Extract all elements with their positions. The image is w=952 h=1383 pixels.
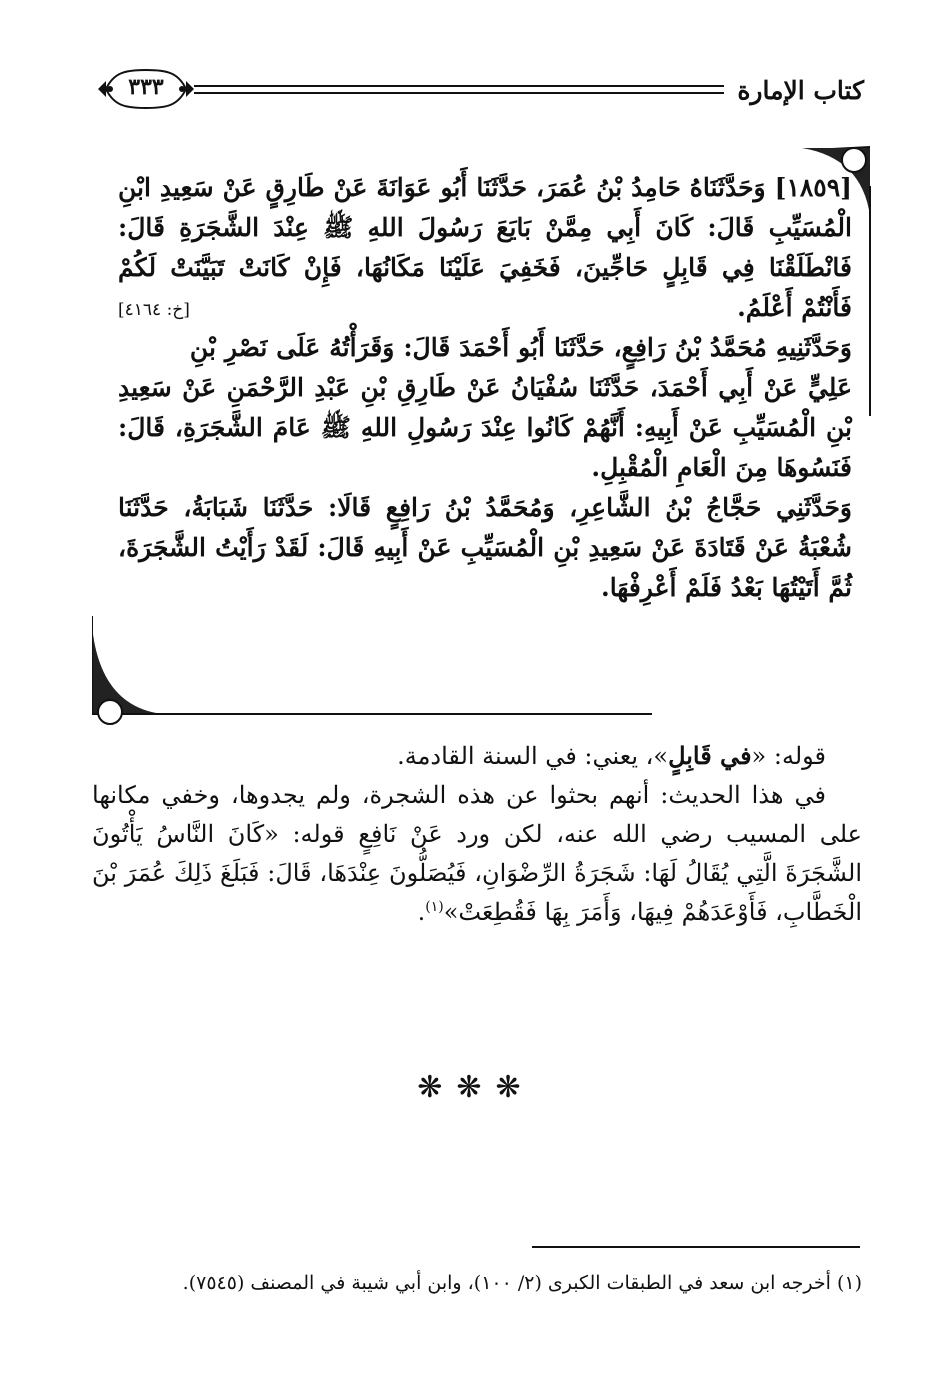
hadith-chain-2: وَحَدَّثَنِيهِ مُحَمَّدُ بْنُ رَافِعٍ، حَدَّثَنَا أَبُو أَحْمَدَ قَالَ: وَقَرَأْتُهُ عَلَى نَصْرِ بْنِ عَلِيٍّ عَنْ أَبِي أَحْمَدَ، حَدَّثَنَا سُفْيَانُ عَنْ طَارِقِ بْنِ عَبْدِ الرَّحْمَنِ عَنْ سَعِيدِ بْنِ الْمُسَيِّبِ عَنْ أَبِيهِ: أَنَّهُمْ كَانُوا عِنْدَ رَسُولِ اللهِ ﷺ عَامَ الشَّجَرَةِ، قَالَ: فَنَسُوهَا مِنَ الْعَامِ الْمُقْبِلِ. <box>118 333 852 482</box>
footnote-rule <box>532 1246 860 1248</box>
commentary-quoted-term: في قَابِلٍ <box>668 741 752 770</box>
hadith-1859 <box>118 168 852 328</box>
commentary <box>92 736 862 932</box>
commentary-line-1: قوله: «في قَابِلٍ»، يعني: في السنة القادمة. <box>397 741 826 770</box>
section-divider-ornament: ❋❋❋ <box>417 1070 535 1105</box>
hadith-chain-3: وَحَدَّثَنِي حَجَّاجُ بْنُ الشَّاعِرِ، وَمُحَمَّدُ بْنُ رَافِعٍ قَالَا: حَدَّثَنَا شَبَابَةُ، حَدَّثَنَا شُعْبَةُ عَنْ قَتَادَةَ عَنْ سَعِيدِ بْنِ الْمُسَيِّبِ عَنْ أَبِيهِ قَالَ: لَقَدْ رَأَيْتُ الشَّجَرَةَ، ثُمَّ أَتَيْتُهَا بَعْدُ فَلَمْ أَعْرِفْهَا. <box>118 493 852 602</box>
page-number: ٣٣٣ <box>128 74 164 100</box>
commentary-paragraph-2: في هذا الحديث: أنهم بحثوا عن هذه الشجرة، ولم يجدوها، وخفي مكانها على المسيب رضي الله عنه، لكن ورد عَنْ نَافِعٍ قوله: «كَانَ النَّاسُ يَأْتُونَ الشَّجَرَةَ الَّتِي يُقَالُ لَهَا: شَجَرَةُ الرِّضْوَانِ، فَيُصَلُّونَ عِنْدَهَا، قَالَ: فَبَلَغَ ذَلِكَ عُمَرَ بْنَ الْخَطَّابِ، فَأَوْعَدَهُمْ فِيهَا، وَأَمَرَ بِهَا فَقُطِعَتْ»$^{(١)}$. <box>92 781 862 926</box>
hadith-1859-text: [١٨٥٩] وَحَدَّثَنَاهُ حَامِدُ بْنُ عُمَرَ، حَدَّثَنَا أَبُو عَوَانَةَ عَنْ طَارِقٍ عَنْ سَعِيدِ ابْنِ الْمُسَيِّبِ قَالَ: كَانَ أَبِي مِمَّنْ بَايَعَ رَسُولَ اللهِ ﷺ عِنْدَ الشَّجَرَةِ قَالَ: فَانْطَلَقْنَا فِي قَابِلٍ حَاجِّينَ، فَخَفِيَ عَلَيْنَا مَكَانُهَا، فَإِنْ كَانَتْ تَبَيَّنَتْ لَكُمْ فَأَنْتُمْ أَعْلَمُ. <box>118 173 852 322</box>
hadith-text <box>118 168 852 608</box>
footnote-marker: (١) <box>425 899 444 915</box>
hadith-1859-reference: [خ: ٤١٦٤] <box>118 300 190 320</box>
footnote: (١) أخرجه ابن سعد في الطبقات الكبرى (٢/ ١٠٠)، وابن أبي شيبة في المصنف (٧٥٤٥). <box>182 1272 862 1294</box>
running-header-title: كتاب الإمارة <box>737 76 864 105</box>
header-rule <box>194 80 724 100</box>
